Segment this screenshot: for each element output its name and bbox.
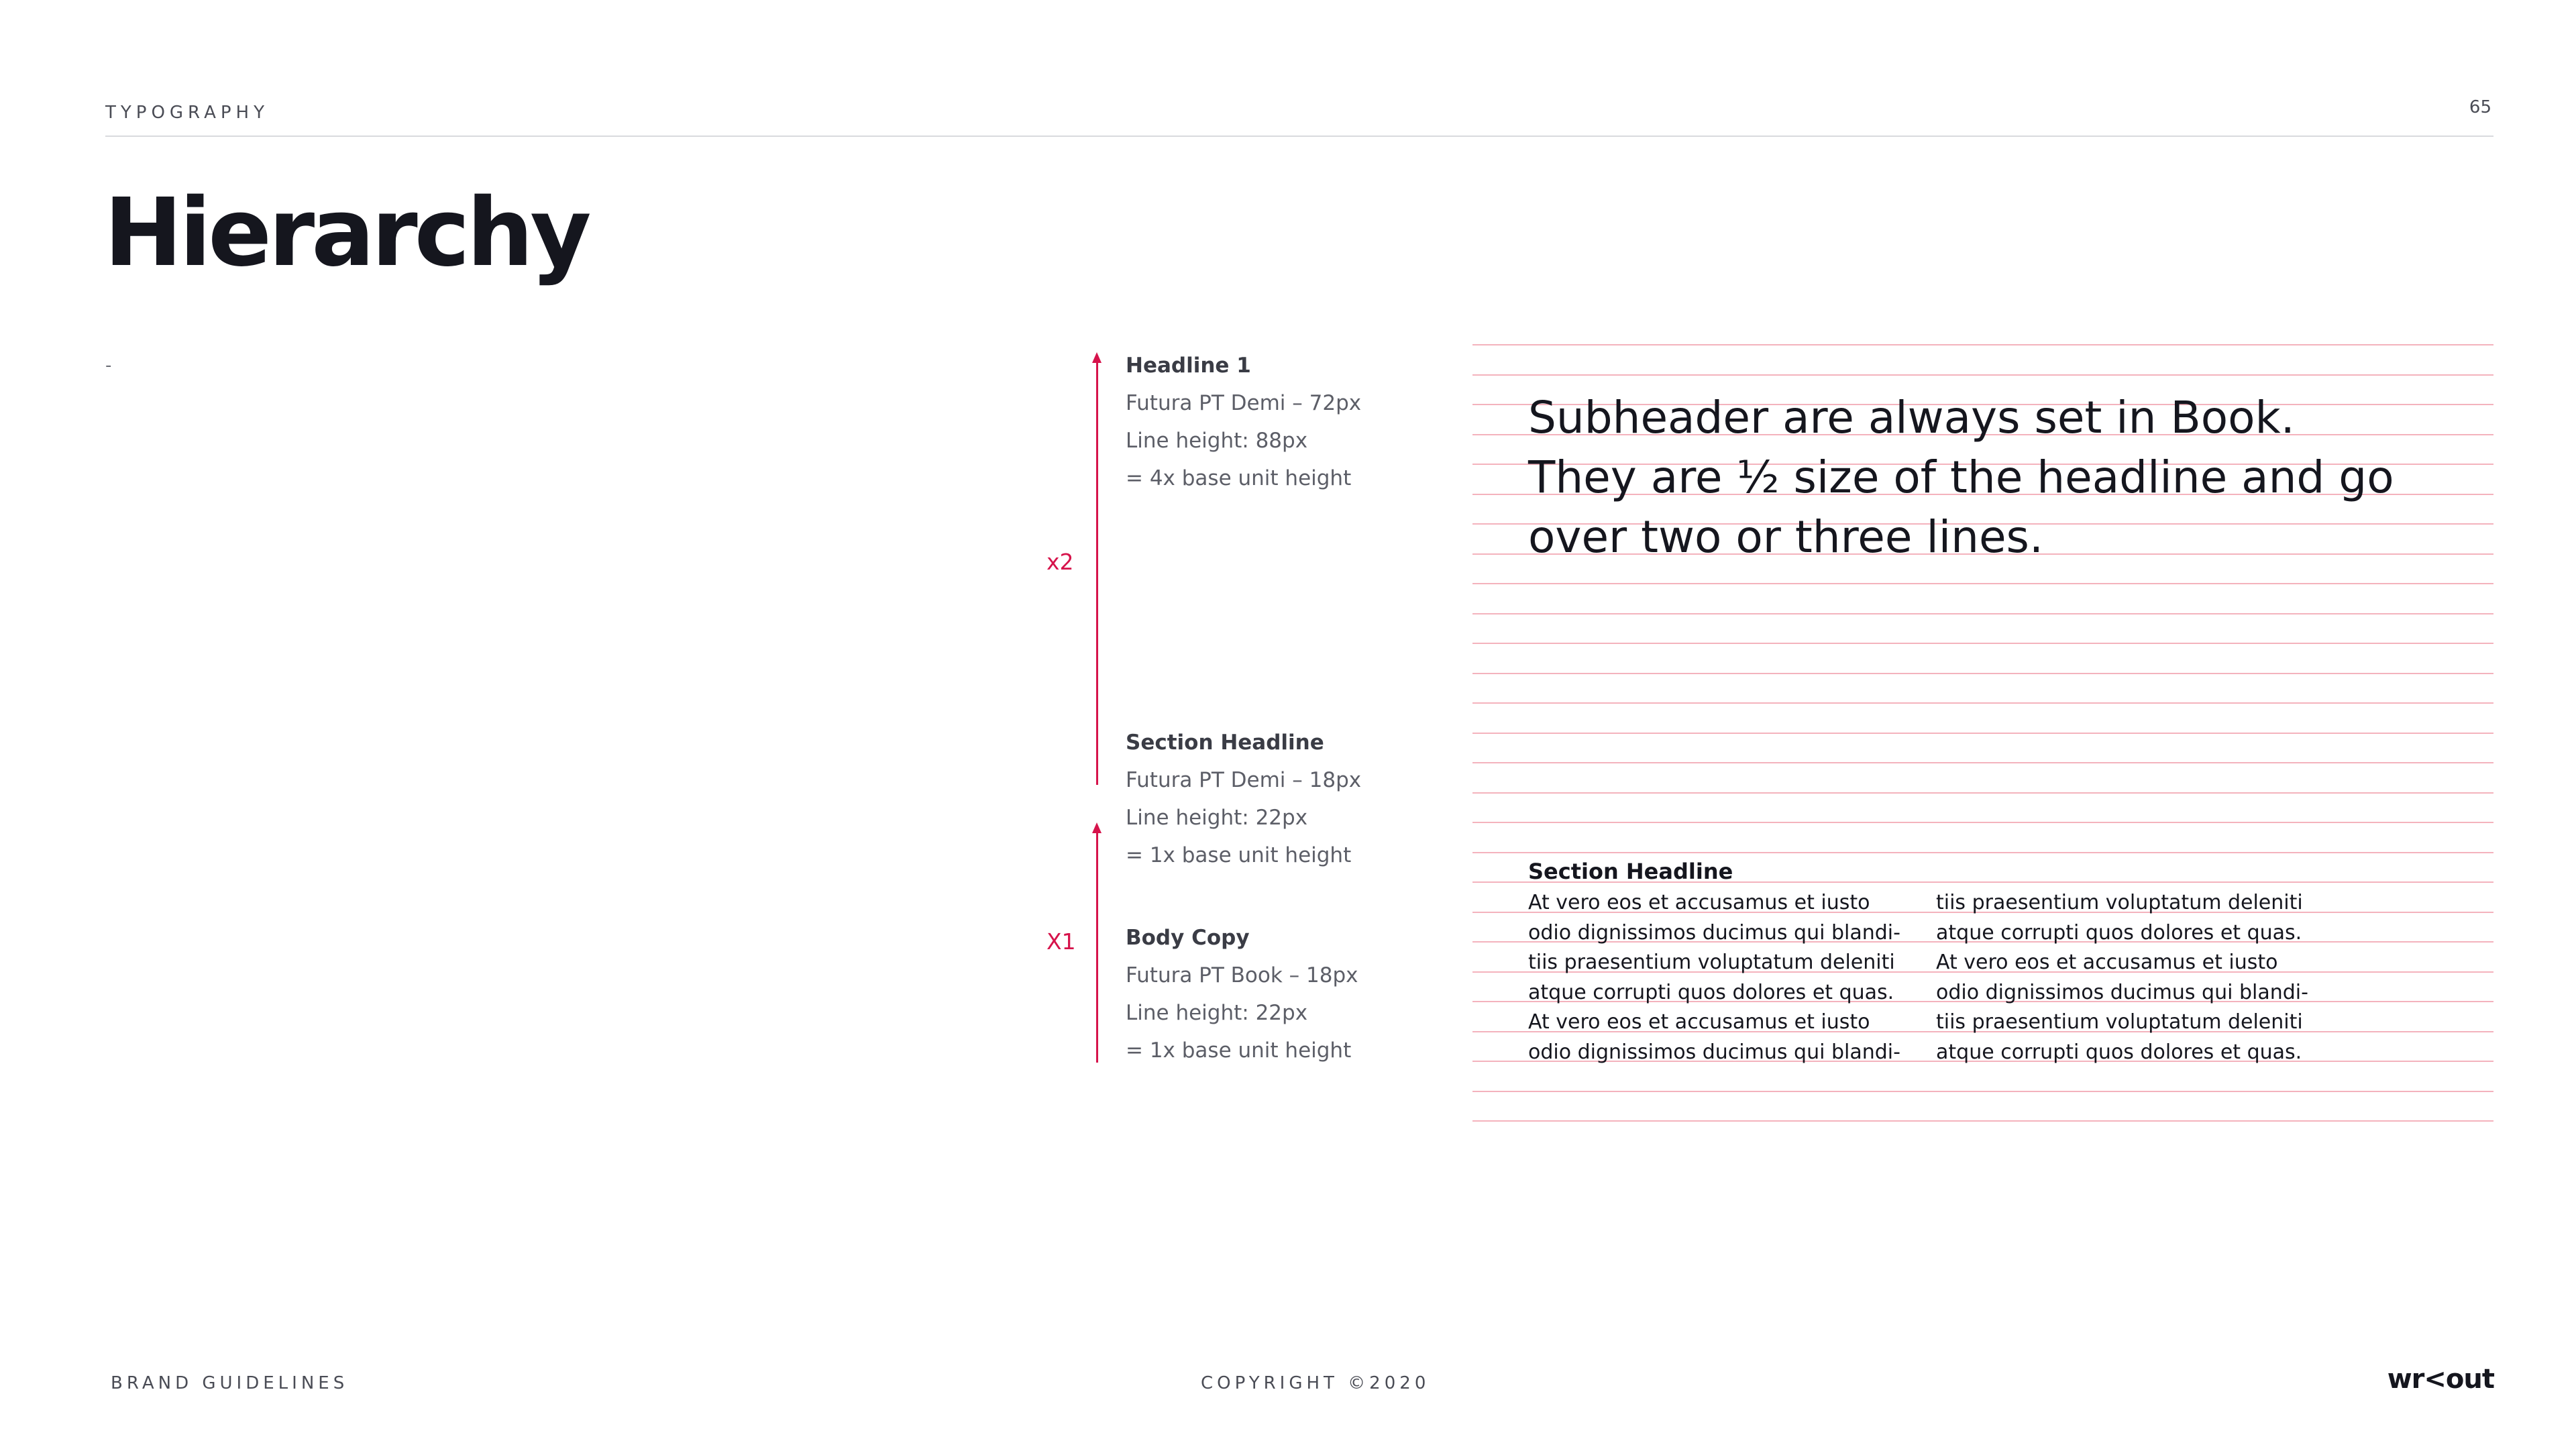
brand-logo: wr<out [2387,1364,2494,1395]
page-title: Hierarchy [104,178,588,288]
grid-line [1472,613,2493,614]
body-line: atque corrupti quos dolores et quas. [1528,980,1894,1004]
spec-font: Futura PT Demi – 18px [1126,768,1362,792]
grid-line [1472,1091,2493,1092]
spec-line-height: Line height: 22px [1126,806,1308,830]
grid-line [1472,374,2493,376]
body-line: atque corrupti quos dolores et quas. [1936,1040,2302,1064]
header-divider [105,136,2493,137]
subheader-line: over two or three lines. [1528,511,2043,563]
body-line: At vero eos et accusamus et iusto [1936,951,2278,974]
body-line: odio dignissimos ducimus qui blandi- [1528,1040,1900,1064]
spec-headline-1 [1126,347,1361,497]
grid-line [1472,792,2493,794]
spec-section-headline [1126,724,1361,874]
footer-copyright: COPYRIGHT ©2020 [1201,1373,1430,1393]
spec-units: = 1x base unit height [1126,1038,1352,1063]
spec-line-height: Line height: 88px [1126,429,1308,453]
multiplier-lower: X1 [1046,928,1076,955]
spec-units: = 4x base unit height [1126,466,1352,490]
spec-font: Futura PT Book – 18px [1126,963,1358,987]
spec-font: Futura PT Demi – 72px [1126,391,1362,415]
sample-section-headline: Section Headline [1528,859,1733,884]
body-line: At vero eos et accusamus et iusto [1528,891,1870,914]
note-dash: - [105,356,112,376]
spec-line-height: Line height: 22px [1126,1001,1308,1025]
body-line: tiis praesentium voluptatum deleniti [1936,1010,2303,1034]
grid-line [1472,583,2493,584]
grid-line [1472,702,2493,704]
footer-brand-guidelines: BRAND GUIDELINES [111,1373,349,1393]
grid-line [1472,762,2493,763]
page-number: 65 [2469,97,2491,117]
section-label: TYPOGRAPHY [105,103,269,123]
grid-line [1472,673,2493,674]
grid-line [1472,822,2493,823]
body-line: tiis praesentium voluptatum deleniti [1936,891,2303,914]
subheader-line: They are ½ size of the headline and go [1528,451,2394,503]
sample-column-2 [1936,888,2308,1067]
spec-title: Section Headline [1126,731,1324,755]
body-line: odio dignissimos ducimus qui blandi- [1528,920,1900,945]
spec-units: = 1x base unit height [1126,843,1352,867]
spacing-line-upper [1096,359,1098,785]
grid-line [1472,344,2493,345]
body-line: tiis praesentium voluptatum deleniti [1528,951,1895,974]
subheader-line: Subheader are always set in Book. [1528,392,2295,443]
spec-title: Headline 1 [1126,354,1251,378]
grid-line [1472,733,2493,734]
multiplier-upper: x2 [1046,549,1074,575]
spec-title: Body Copy [1126,926,1250,950]
spacing-line-lower [1096,829,1098,1063]
body-line: odio dignissimos ducimus qui blandi- [1936,980,2308,1004]
spec-body-copy [1126,919,1358,1069]
sample-column-1 [1528,888,1900,1067]
grid-line [1472,643,2493,644]
subheader-sample [1528,388,2400,567]
body-line: At vero eos et accusamus et iusto [1528,1010,1870,1034]
grid-line [1472,1120,2493,1122]
grid-line [1472,852,2493,853]
body-line: atque corrupti quos dolores et quas. [1936,920,2302,945]
